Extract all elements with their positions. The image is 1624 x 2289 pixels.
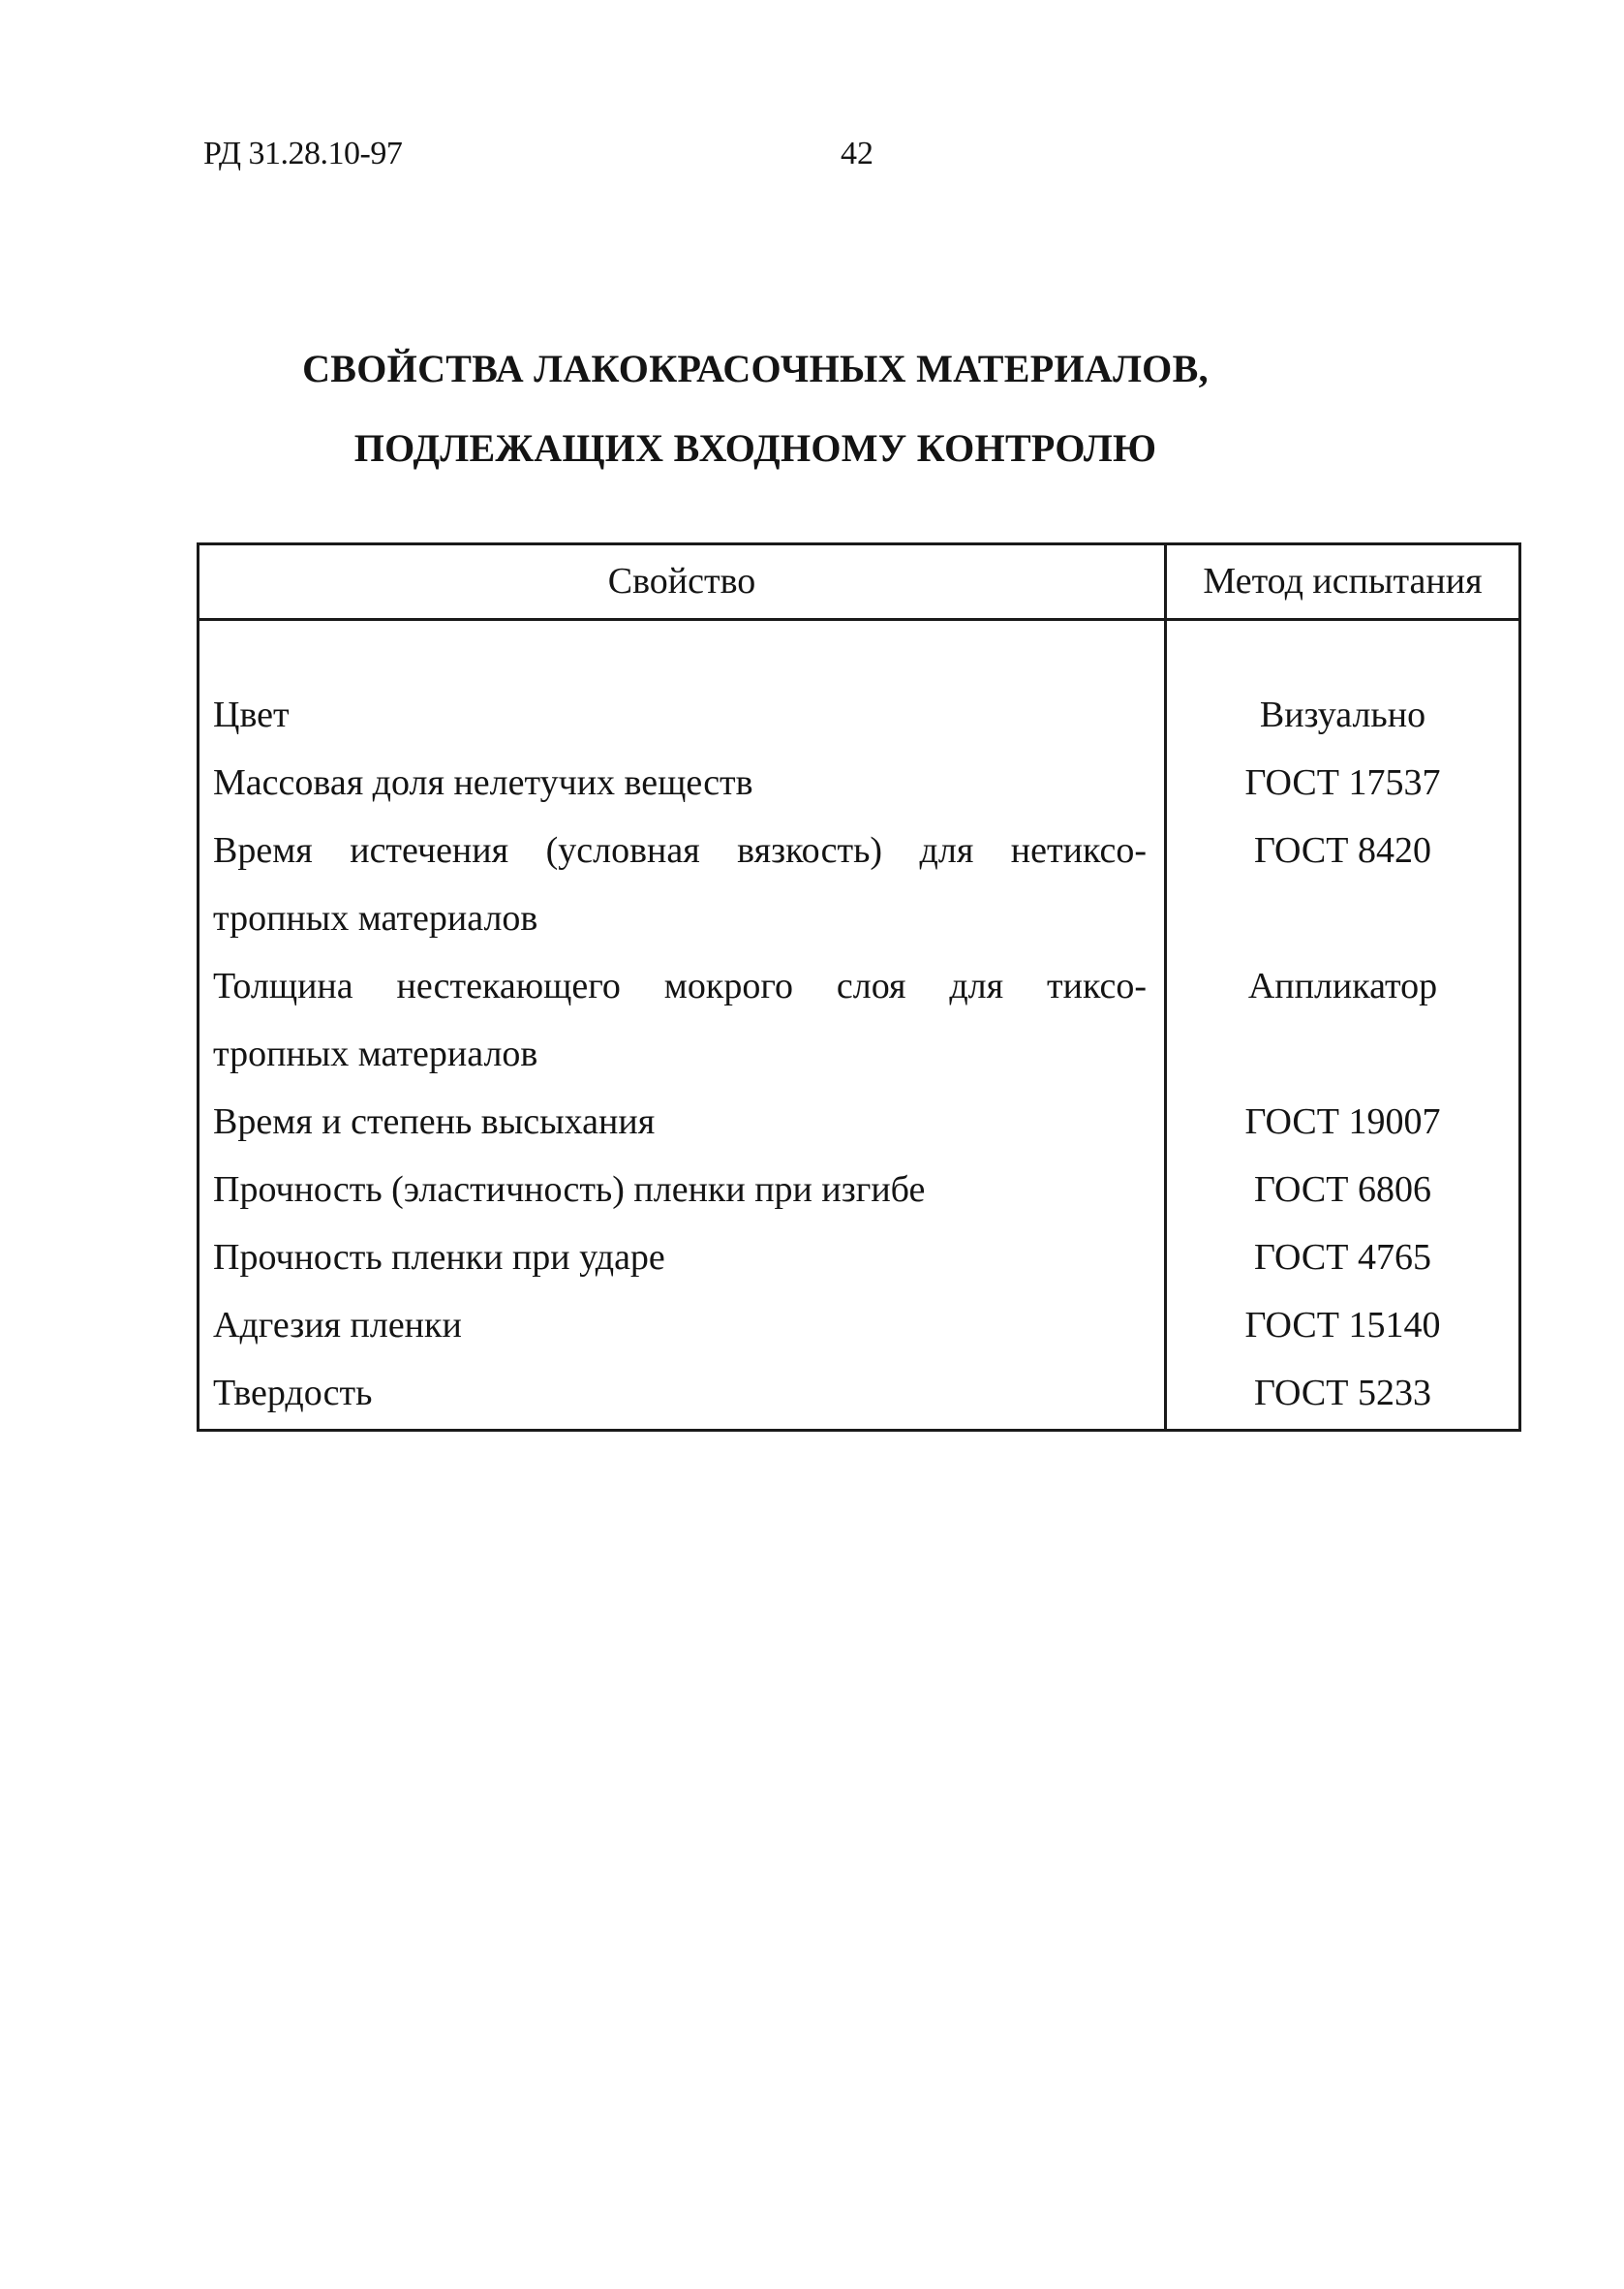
property-cell [213, 952, 1147, 1088]
document-title [194, 329, 1317, 488]
property-cell [213, 1359, 1147, 1427]
page-number: 42 [841, 136, 873, 171]
property-text: тропных материалов [213, 1034, 538, 1074]
header-rule [199, 618, 1518, 621]
table-row [199, 681, 1518, 749]
property-text: Массовая доля нелетучих веществ [213, 762, 753, 803]
property-cell [213, 1156, 1147, 1223]
method-cell: Аппликатор [1247, 966, 1438, 1006]
title-line-2: ПОДЛЕЖАЩИХ ВХОДНОМУ КОНТРОЛЮ [353, 426, 1157, 470]
properties-table [197, 542, 1521, 1432]
table-row [199, 1088, 1518, 1156]
document-code: РД 31.28.10-97 [203, 136, 403, 171]
table-row [199, 1359, 1518, 1427]
property-text: Цвет [213, 695, 290, 735]
method-cell: ГОСТ 19007 [1244, 1101, 1441, 1142]
table-row [199, 1156, 1518, 1223]
table-row [199, 1291, 1518, 1359]
property-text: Толщина нестекающего мокрого слоя для тиксо- [213, 966, 1147, 1006]
column-header-method: Метод испытания [1203, 561, 1483, 602]
property-text: Время и степень высыхания [213, 1101, 656, 1142]
method-cell: ГОСТ 6806 [1254, 1169, 1431, 1210]
table-row [199, 952, 1518, 1088]
method-cell: ГОСТ 15140 [1244, 1305, 1441, 1346]
method-cell: ГОСТ 4765 [1254, 1237, 1431, 1278]
method-cell: Визуально [1259, 695, 1426, 735]
property-cell [213, 681, 1147, 749]
property-text: Адгезия пленки [213, 1305, 462, 1346]
table-row [199, 749, 1518, 817]
title-line-1: СВОЙСТВА ЛАКОКРАСОЧНЫХ МАТЕРИАЛОВ, [302, 347, 1209, 390]
property-text: Время истечения (условная вязкость) для нетиксо- [213, 830, 1147, 871]
table-row [199, 1223, 1518, 1291]
property-text: Твердость [213, 1373, 373, 1413]
method-cell: ГОСТ 5233 [1254, 1373, 1431, 1413]
property-cell [213, 1088, 1147, 1156]
method-cell: ГОСТ 8420 [1254, 830, 1431, 871]
property-text: Прочность (эластичность) пленки при изгибе [213, 1169, 926, 1210]
property-text: Прочность пленки при ударе [213, 1237, 665, 1278]
table-row [199, 817, 1518, 952]
property-cell [213, 1223, 1147, 1291]
column-header-property: Свойство [607, 561, 756, 602]
property-cell [213, 1291, 1147, 1359]
property-cell [213, 749, 1147, 817]
method-cell: ГОСТ 17537 [1244, 762, 1441, 803]
property-cell [213, 817, 1147, 952]
property-text: тропных материалов [213, 898, 538, 939]
